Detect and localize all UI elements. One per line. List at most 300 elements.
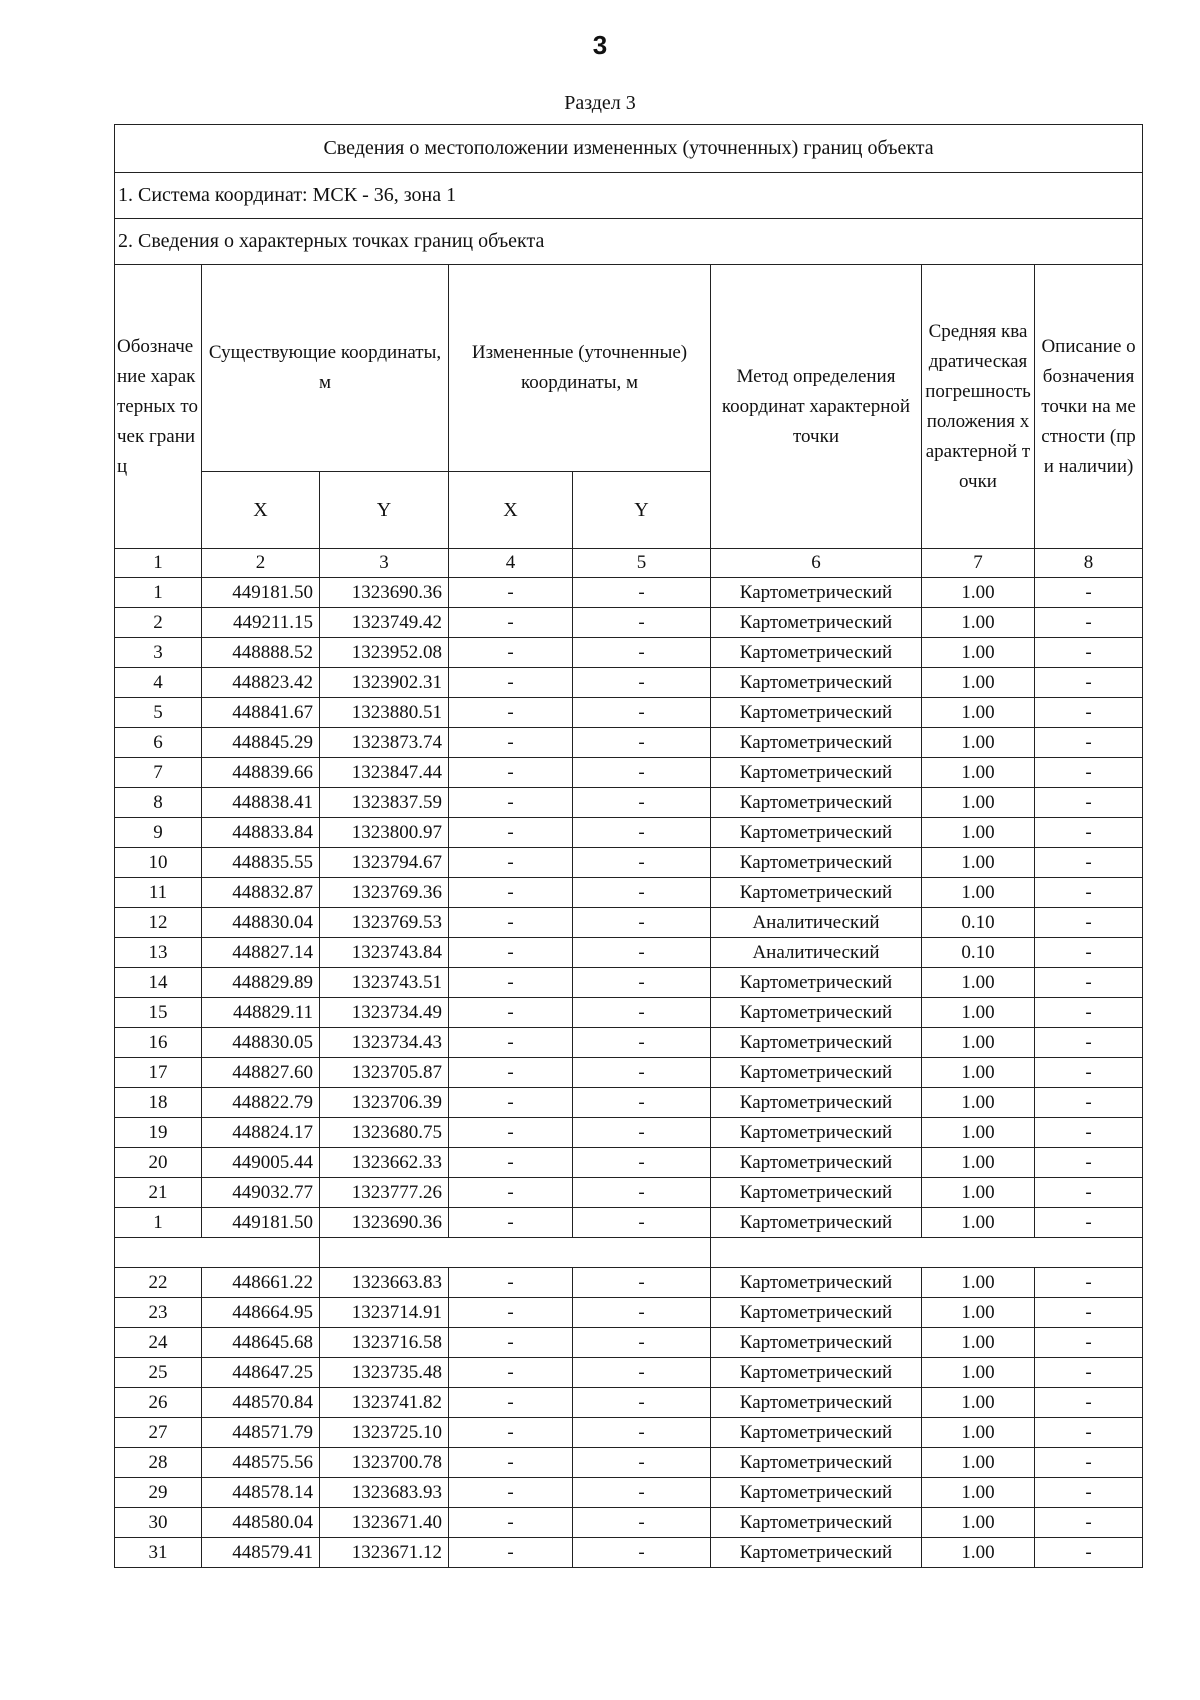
existing-x-cell: 448827.60 (202, 1058, 320, 1088)
description-cell: - (1035, 848, 1143, 878)
description-cell: - (1035, 1508, 1143, 1538)
method-cell: Картометрический (711, 668, 922, 698)
changed-x-cell: - (449, 608, 573, 638)
error-cell: 1.00 (922, 1118, 1035, 1148)
method-cell: Картометрический (711, 1418, 922, 1448)
existing-y-cell: 1323800.97 (320, 818, 449, 848)
error-cell: 1.00 (922, 1268, 1035, 1298)
existing-y-cell: 1323777.26 (320, 1178, 449, 1208)
error-cell: 1.00 (922, 788, 1035, 818)
error-cell: 1.00 (922, 608, 1035, 638)
changed-y-cell: - (573, 1058, 711, 1088)
header-changed-y: Y (573, 472, 711, 549)
error-cell: 1.00 (922, 1028, 1035, 1058)
changed-y-cell: - (573, 878, 711, 908)
method-cell: Картометрический (711, 968, 922, 998)
existing-x-cell: 448580.04 (202, 1508, 320, 1538)
existing-x-cell: 448827.14 (202, 938, 320, 968)
description-cell: - (1035, 968, 1143, 998)
table-row (115, 938, 1143, 968)
table-row (115, 1028, 1143, 1058)
method-cell: Картометрический (711, 698, 922, 728)
changed-y-cell: - (573, 1028, 711, 1058)
header-existing-x: X (202, 472, 320, 549)
existing-y-cell: 1323662.33 (320, 1148, 449, 1178)
table-row (115, 1538, 1143, 1568)
table-row (115, 788, 1143, 818)
changed-y-cell: - (573, 1388, 711, 1418)
existing-x-cell: 448829.89 (202, 968, 320, 998)
error-cell: 1.00 (922, 1478, 1035, 1508)
point-id-cell: 10 (115, 848, 202, 878)
changed-x-cell: - (449, 1088, 573, 1118)
header-error: Средняя квадратическая погрешность положения характерной точки (922, 265, 1035, 549)
point-id-cell: 22 (115, 1268, 202, 1298)
boundary-points-table (114, 124, 1143, 1568)
existing-x-cell: 448571.79 (202, 1418, 320, 1448)
existing-y-cell: 1323794.67 (320, 848, 449, 878)
changed-x-cell: - (449, 1448, 573, 1478)
changed-x-cell: - (449, 1508, 573, 1538)
error-cell: 1.00 (922, 578, 1035, 608)
existing-x-cell: 449005.44 (202, 1148, 320, 1178)
point-id-cell: 20 (115, 1148, 202, 1178)
method-cell: Картометрический (711, 1448, 922, 1478)
description-cell: - (1035, 1328, 1143, 1358)
error-cell: 1.00 (922, 878, 1035, 908)
description-cell: - (1035, 938, 1143, 968)
error-cell: 1.00 (922, 1448, 1035, 1478)
existing-x-cell: 448645.68 (202, 1328, 320, 1358)
page-number: 3 (592, 30, 608, 60)
error-cell: 1.00 (922, 818, 1035, 848)
existing-y-cell: 1323671.12 (320, 1538, 449, 1568)
table-row (115, 1358, 1143, 1388)
existing-x-cell: 448841.67 (202, 698, 320, 728)
column-number: 1 (115, 549, 202, 578)
existing-x-cell: 448833.84 (202, 818, 320, 848)
method-cell: Картометрический (711, 1208, 922, 1238)
changed-x-cell: - (449, 1388, 573, 1418)
existing-x-cell: 448661.22 (202, 1268, 320, 1298)
changed-y-cell: - (573, 728, 711, 758)
method-cell: Картометрический (711, 1508, 922, 1538)
existing-x-cell: 448823.42 (202, 668, 320, 698)
point-id-cell: 28 (115, 1448, 202, 1478)
changed-y-cell: - (573, 1478, 711, 1508)
method-cell: Картометрический (711, 1358, 922, 1388)
changed-x-cell: - (449, 788, 573, 818)
error-cell: 1.00 (922, 698, 1035, 728)
method-cell: Картометрический (711, 848, 922, 878)
column-number: 2 (202, 549, 320, 578)
description-cell: - (1035, 758, 1143, 788)
existing-x-cell: 448829.11 (202, 998, 320, 1028)
existing-y-cell: 1323902.31 (320, 668, 449, 698)
point-id-cell: 3 (115, 638, 202, 668)
error-cell: 1.00 (922, 1148, 1035, 1178)
point-id-cell: 25 (115, 1358, 202, 1388)
changed-y-cell: - (573, 908, 711, 938)
description-cell: - (1035, 878, 1143, 908)
existing-y-cell: 1323769.53 (320, 908, 449, 938)
table-row (115, 998, 1143, 1028)
table-row (115, 1268, 1143, 1298)
table-row (115, 818, 1143, 848)
existing-x-cell: 448832.87 (202, 878, 320, 908)
existing-x-cell: 448824.17 (202, 1118, 320, 1148)
changed-y-cell: - (573, 998, 711, 1028)
method-cell: Картометрический (711, 1478, 922, 1508)
existing-y-cell: 1323847.44 (320, 758, 449, 788)
header-description: Описание обозначения точки на местности (при наличии) (1035, 265, 1143, 549)
error-cell: 1.00 (922, 1208, 1035, 1238)
method-cell: Картометрический (711, 1058, 922, 1088)
changed-x-cell: - (449, 1478, 573, 1508)
separator-cell (320, 1238, 711, 1268)
existing-x-cell: 449211.15 (202, 608, 320, 638)
changed-x-cell: - (449, 1538, 573, 1568)
method-cell: Картометрический (711, 1388, 922, 1418)
point-id-cell: 9 (115, 818, 202, 848)
table-row (115, 728, 1143, 758)
table-title: Сведения о местоположении измененных (уточненных) границ объекта (115, 125, 1143, 173)
changed-x-cell: - (449, 1268, 573, 1298)
table-row (115, 1118, 1143, 1148)
changed-y-cell: - (573, 788, 711, 818)
table-row (115, 638, 1143, 668)
changed-y-cell: - (573, 1268, 711, 1298)
header-changed: Измененные (уточненные) координаты, м (449, 265, 711, 472)
description-cell: - (1035, 1118, 1143, 1148)
existing-y-cell: 1323663.83 (320, 1268, 449, 1298)
changed-x-cell: - (449, 1148, 573, 1178)
changed-x-cell: - (449, 878, 573, 908)
table-row (115, 908, 1143, 938)
column-number: 6 (711, 549, 922, 578)
table-row (115, 578, 1143, 608)
existing-y-cell: 1323952.08 (320, 638, 449, 668)
description-cell: - (1035, 818, 1143, 848)
error-cell: 1.00 (922, 728, 1035, 758)
table-row (115, 1058, 1143, 1088)
table-row (115, 1088, 1143, 1118)
description-cell: - (1035, 908, 1143, 938)
existing-x-cell: 449032.77 (202, 1178, 320, 1208)
changed-y-cell: - (573, 668, 711, 698)
method-cell: Картометрический (711, 1148, 922, 1178)
error-cell: 1.00 (922, 668, 1035, 698)
description-cell: - (1035, 1058, 1143, 1088)
coord-system: 1. Система координат: МСК - 36, зона 1 (115, 173, 1143, 219)
method-cell: Картометрический (711, 818, 922, 848)
error-cell: 1.00 (922, 1328, 1035, 1358)
existing-y-cell: 1323743.51 (320, 968, 449, 998)
existing-x-cell: 448647.25 (202, 1358, 320, 1388)
changed-x-cell: - (449, 758, 573, 788)
method-cell: Картометрический (711, 1538, 922, 1568)
table-row (115, 1298, 1143, 1328)
description-cell: - (1035, 1538, 1143, 1568)
points-section-title: 2. Сведения о характерных точках границ объекта (115, 219, 1143, 265)
point-id-cell: 13 (115, 938, 202, 968)
changed-x-cell: - (449, 1358, 573, 1388)
existing-x-cell: 448664.95 (202, 1298, 320, 1328)
changed-x-cell: - (449, 998, 573, 1028)
table-row (115, 1448, 1143, 1478)
changed-y-cell: - (573, 1088, 711, 1118)
table-row (115, 1148, 1143, 1178)
changed-y-cell: - (573, 1178, 711, 1208)
changed-x-cell: - (449, 728, 573, 758)
section-label: Раздел 3 (564, 92, 636, 114)
table-row (115, 698, 1143, 728)
changed-x-cell: - (449, 938, 573, 968)
point-id-cell: 15 (115, 998, 202, 1028)
error-cell: 0.10 (922, 908, 1035, 938)
point-id-cell: 1 (115, 578, 202, 608)
changed-x-cell: - (449, 1058, 573, 1088)
error-cell: 1.00 (922, 1388, 1035, 1418)
existing-y-cell: 1323880.51 (320, 698, 449, 728)
existing-x-cell: 448822.79 (202, 1088, 320, 1118)
point-id-cell: 12 (115, 908, 202, 938)
changed-x-cell: - (449, 848, 573, 878)
method-cell: Картометрический (711, 1028, 922, 1058)
changed-y-cell: - (573, 1298, 711, 1328)
changed-y-cell: - (573, 1538, 711, 1568)
point-id-cell: 14 (115, 968, 202, 998)
changed-y-cell: - (573, 758, 711, 788)
changed-x-cell: - (449, 1328, 573, 1358)
existing-y-cell: 1323734.49 (320, 998, 449, 1028)
column-numbers-row (115, 549, 1143, 578)
method-cell: Картометрический (711, 1088, 922, 1118)
point-id-cell: 7 (115, 758, 202, 788)
existing-y-cell: 1323873.74 (320, 728, 449, 758)
error-cell: 1.00 (922, 998, 1035, 1028)
existing-x-cell: 448579.41 (202, 1538, 320, 1568)
point-id-cell: 29 (115, 1478, 202, 1508)
existing-x-cell: 448830.05 (202, 1028, 320, 1058)
point-id-cell: 23 (115, 1298, 202, 1328)
existing-y-cell: 1323714.91 (320, 1298, 449, 1328)
changed-y-cell: - (573, 1328, 711, 1358)
existing-x-cell: 449181.50 (202, 1208, 320, 1238)
table-row (115, 608, 1143, 638)
existing-y-cell: 1323734.43 (320, 1028, 449, 1058)
existing-y-cell: 1323741.82 (320, 1388, 449, 1418)
point-id-cell: 21 (115, 1178, 202, 1208)
changed-x-cell: - (449, 638, 573, 668)
error-cell: 0.10 (922, 938, 1035, 968)
description-cell: - (1035, 1148, 1143, 1178)
table-row (115, 668, 1143, 698)
separator-row (115, 1238, 1143, 1268)
changed-x-cell: - (449, 1178, 573, 1208)
point-id-cell: 5 (115, 698, 202, 728)
description-cell: - (1035, 698, 1143, 728)
description-cell: - (1035, 1388, 1143, 1418)
changed-x-cell: - (449, 908, 573, 938)
header-point: Обозначение характерных точек границ (115, 265, 202, 549)
table-row (115, 968, 1143, 998)
method-cell: Аналитический (711, 938, 922, 968)
existing-x-cell: 448838.41 (202, 788, 320, 818)
changed-x-cell: - (449, 578, 573, 608)
method-cell: Картометрический (711, 788, 922, 818)
description-cell: - (1035, 788, 1143, 818)
existing-x-cell: 448570.84 (202, 1388, 320, 1418)
description-cell: - (1035, 1448, 1143, 1478)
changed-x-cell: - (449, 668, 573, 698)
table-row (115, 878, 1143, 908)
method-cell: Картометрический (711, 728, 922, 758)
method-cell: Картометрический (711, 998, 922, 1028)
changed-y-cell: - (573, 1418, 711, 1448)
existing-y-cell: 1323705.87 (320, 1058, 449, 1088)
error-cell: 1.00 (922, 968, 1035, 998)
existing-y-cell: 1323725.10 (320, 1418, 449, 1448)
existing-x-cell: 448575.56 (202, 1448, 320, 1478)
changed-y-cell: - (573, 938, 711, 968)
error-cell: 1.00 (922, 1508, 1035, 1538)
point-id-cell: 2 (115, 608, 202, 638)
separator-cell (115, 1238, 320, 1268)
error-cell: 1.00 (922, 1178, 1035, 1208)
error-cell: 1.00 (922, 1418, 1035, 1448)
changed-x-cell: - (449, 1208, 573, 1238)
description-cell: - (1035, 1028, 1143, 1058)
changed-y-cell: - (573, 1118, 711, 1148)
existing-x-cell: 448830.04 (202, 908, 320, 938)
existing-y-cell: 1323743.84 (320, 938, 449, 968)
header-existing: Существующие координаты, м (202, 265, 449, 472)
column-number: 4 (449, 549, 573, 578)
description-cell: - (1035, 1358, 1143, 1388)
method-cell: Картометрический (711, 638, 922, 668)
changed-y-cell: - (573, 1448, 711, 1478)
point-id-cell: 19 (115, 1118, 202, 1148)
existing-x-cell: 448845.29 (202, 728, 320, 758)
error-cell: 1.00 (922, 1358, 1035, 1388)
table-row (115, 1388, 1143, 1418)
method-cell: Картометрический (711, 1328, 922, 1358)
error-cell: 1.00 (922, 758, 1035, 788)
point-id-cell: 24 (115, 1328, 202, 1358)
changed-x-cell: - (449, 1028, 573, 1058)
column-number: 3 (320, 549, 449, 578)
point-id-cell: 1 (115, 1208, 202, 1238)
existing-x-cell: 448835.55 (202, 848, 320, 878)
changed-x-cell: - (449, 968, 573, 998)
existing-x-cell: 448578.14 (202, 1478, 320, 1508)
separator-cell (711, 1238, 1143, 1268)
changed-x-cell: - (449, 818, 573, 848)
changed-y-cell: - (573, 818, 711, 848)
description-cell: - (1035, 1478, 1143, 1508)
point-id-cell: 8 (115, 788, 202, 818)
changed-y-cell: - (573, 968, 711, 998)
method-cell: Картометрический (711, 1298, 922, 1328)
point-id-cell: 26 (115, 1388, 202, 1418)
table-row (115, 758, 1143, 788)
description-cell: - (1035, 1298, 1143, 1328)
error-cell: 1.00 (922, 1088, 1035, 1118)
method-cell: Картометрический (711, 1118, 922, 1148)
header-existing-y: Y (320, 472, 449, 549)
error-cell: 1.00 (922, 1298, 1035, 1328)
changed-y-cell: - (573, 638, 711, 668)
changed-x-cell: - (449, 1418, 573, 1448)
changed-y-cell: - (573, 848, 711, 878)
method-cell: Картометрический (711, 608, 922, 638)
description-cell: - (1035, 1088, 1143, 1118)
changed-y-cell: - (573, 1208, 711, 1238)
existing-y-cell: 1323671.40 (320, 1508, 449, 1538)
header-changed-x: X (449, 472, 573, 549)
existing-y-cell: 1323735.48 (320, 1358, 449, 1388)
table-row (115, 848, 1143, 878)
description-cell: - (1035, 728, 1143, 758)
description-cell: - (1035, 608, 1143, 638)
changed-y-cell: - (573, 698, 711, 728)
changed-x-cell: - (449, 1298, 573, 1328)
header-method: Метод определения координат характерной точки (711, 265, 922, 549)
changed-y-cell: - (573, 608, 711, 638)
existing-x-cell: 449181.50 (202, 578, 320, 608)
table-row (115, 1178, 1143, 1208)
existing-x-cell: 448839.66 (202, 758, 320, 788)
column-number: 5 (573, 549, 711, 578)
description-cell: - (1035, 1268, 1143, 1298)
error-cell: 1.00 (922, 1538, 1035, 1568)
existing-y-cell: 1323690.36 (320, 1208, 449, 1238)
point-id-cell: 6 (115, 728, 202, 758)
point-id-cell: 16 (115, 1028, 202, 1058)
point-id-cell: 27 (115, 1418, 202, 1448)
table-row (115, 1208, 1143, 1238)
error-cell: 1.00 (922, 1058, 1035, 1088)
changed-y-cell: - (573, 1358, 711, 1388)
point-id-cell: 31 (115, 1538, 202, 1568)
existing-y-cell: 1323683.93 (320, 1478, 449, 1508)
method-cell: Картометрический (711, 878, 922, 908)
changed-x-cell: - (449, 698, 573, 728)
description-cell: - (1035, 1208, 1143, 1238)
point-id-cell: 18 (115, 1088, 202, 1118)
existing-y-cell: 1323690.36 (320, 578, 449, 608)
description-cell: - (1035, 578, 1143, 608)
point-id-cell: 4 (115, 668, 202, 698)
method-cell: Картометрический (711, 578, 922, 608)
changed-y-cell: - (573, 1148, 711, 1178)
error-cell: 1.00 (922, 638, 1035, 668)
table-row (115, 1418, 1143, 1448)
description-cell: - (1035, 638, 1143, 668)
table-row (115, 1328, 1143, 1358)
column-number: 8 (1035, 549, 1143, 578)
existing-y-cell: 1323700.78 (320, 1448, 449, 1478)
existing-x-cell: 448888.52 (202, 638, 320, 668)
description-cell: - (1035, 1418, 1143, 1448)
description-cell: - (1035, 1178, 1143, 1208)
method-cell: Картометрический (711, 1268, 922, 1298)
existing-y-cell: 1323706.39 (320, 1088, 449, 1118)
point-id-cell: 11 (115, 878, 202, 908)
changed-y-cell: - (573, 578, 711, 608)
existing-y-cell: 1323837.59 (320, 788, 449, 818)
